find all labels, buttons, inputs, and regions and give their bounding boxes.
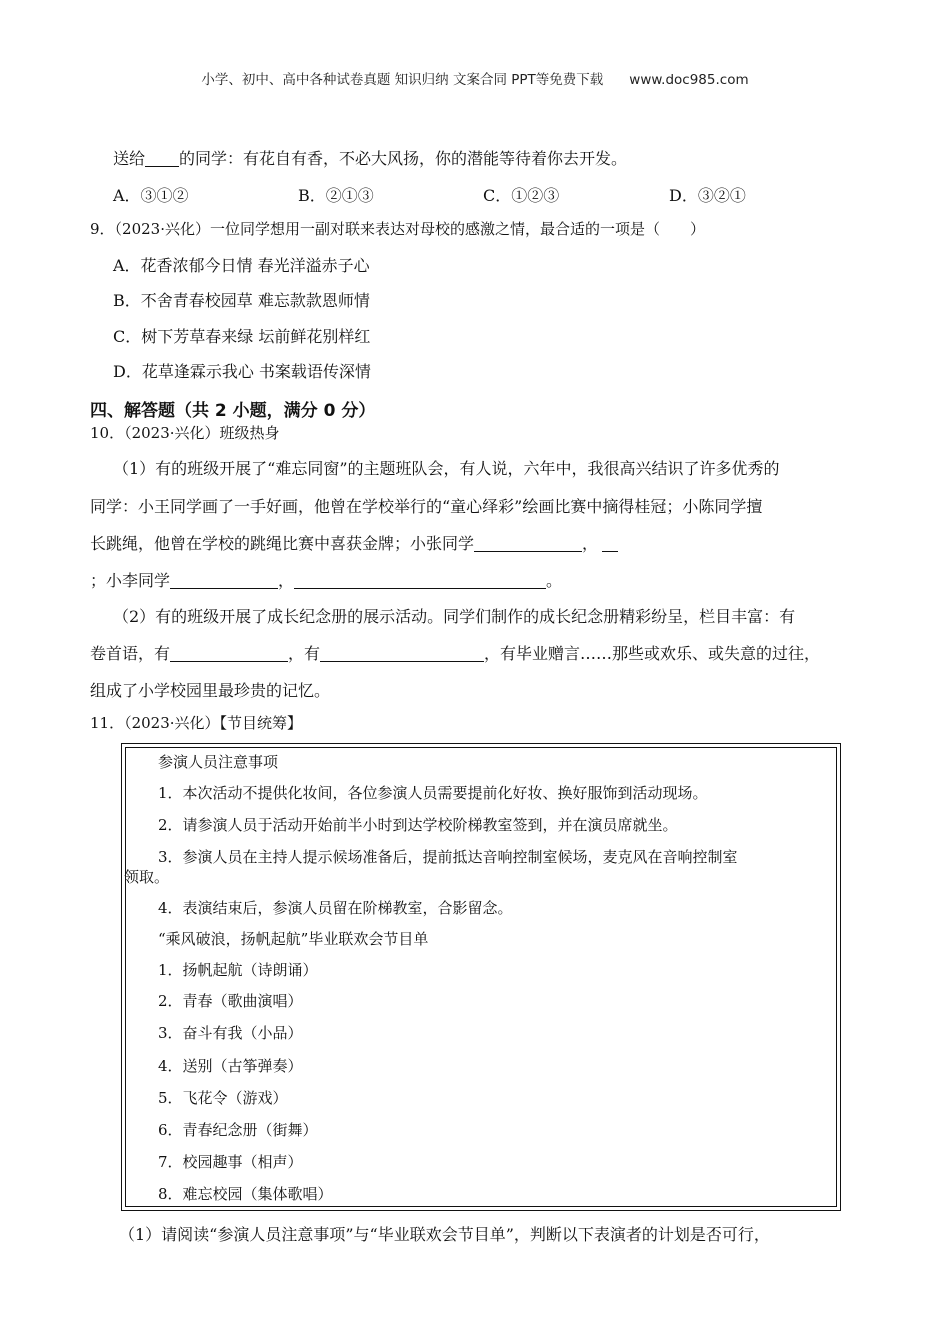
page-header [0, 68, 950, 88]
program-item-7: 7．校园趣事（相声） [158, 1153, 303, 1171]
q8-line [113, 146, 627, 169]
q9-stem: 9．（2023·兴化）一位同学想用一副对联来表达对母校的感激之情，最合适的一项是（ ） [90, 220, 705, 238]
q10-p1-line3 [90, 531, 618, 554]
q10-blank-column-1[interactable] [170, 645, 288, 662]
q8-option-c[interactable]: C．①②③ [483, 186, 560, 205]
q10-blank-li-2[interactable] [294, 572, 546, 589]
section-4-title: 四、解答题（共 2 小题，满分 0 分） [90, 401, 376, 421]
program-item-8: 8．难忘校园（集体歌唱） [158, 1185, 333, 1203]
q10-p2-line1: （2）有的班级开展了成长纪念册的展示活动。同学们制作的成长纪念册精彩纷呈，栏目丰富：有 [113, 607, 796, 626]
notice-item-4: 4．表演结束后，参演人员留在阶梯教室，合影留念。 [158, 899, 513, 917]
notice-title: 参演人员注意事项 [158, 753, 279, 771]
q10-p2-you: ，有 [288, 644, 321, 663]
q10-stem: 10．（2023·兴化）班级热身 [90, 424, 280, 442]
q10-blank-zhang[interactable] [474, 535, 582, 552]
q9-option-a[interactable]: A．花香浓郁今日情 春光洋溢赤子心 [113, 256, 370, 275]
q10-p2-line3: 组成了小学校园里最珍贵的记忆。 [90, 681, 331, 700]
q9-option-d[interactable]: D．花草逢霖示我心 书案载语传深情 [113, 362, 371, 381]
q8-option-d[interactable]: D．③②① [669, 186, 746, 205]
q10-period: 。 [546, 571, 563, 590]
program-item-6: 6．青春纪念册（街舞） [158, 1121, 318, 1139]
q8-line-pre: 送给 [113, 149, 146, 168]
q10-blank-li-1[interactable] [170, 572, 278, 589]
q10-comma: ， [582, 534, 599, 553]
q8-option-b[interactable]: B．②①③ [298, 186, 374, 205]
q9-option-c[interactable]: C．树下芳草春来绿 坛前鲜花别样红 [113, 327, 371, 346]
header-site-link[interactable]: www.doc985.com [629, 72, 749, 88]
notice-item-2: 2．请参演人员于活动开始前半小时到达学校阶梯教室签到，并在演员席就坐。 [158, 816, 678, 834]
q10-blank-zhang-cont[interactable] [602, 535, 618, 552]
q10-p1-line2: 同学：小王同学画了一手好画，他曾在学校举行的“童心绎彩”绘画比赛中摘得桂冠；小陈同学擅 [90, 497, 763, 516]
q10-p1-line1: （1）有的班级开展了“难忘同窗”的主题班队会，有人说，六年中，我很高兴结识了许多优秀的 [113, 459, 780, 478]
q8-blank[interactable] [145, 150, 179, 167]
q11-sub1: （1）请阅读“参演人员注意事项”与“毕业联欢会节目单”，判断以下表演者的计划是否可行， [119, 1225, 770, 1244]
notice-item-3-cont: 领取。 [124, 868, 170, 886]
q10-p2-line2-text: 卷首语，有 [90, 644, 171, 663]
q11-stem: 11．（2023·兴化）【节目统筹】 [90, 714, 303, 732]
program-item-3: 3．奋斗有我（小品） [158, 1024, 303, 1042]
q10-p2-line2 [90, 641, 820, 664]
q9-option-b[interactable]: B．不舍青春校园草 难忘款款恩师情 [113, 291, 370, 310]
q10-blank-column-2[interactable] [320, 645, 484, 662]
header-text: 小学、初中、高中各种试卷真题 知识归纳 文案合同 PPT等免费下载 [201, 72, 604, 88]
notice-item-3: 3．参演人员在主持人提示候场准备后，提前抵达音响控制室候场，麦克风在音响控制室 [158, 848, 738, 866]
q10-p1-line3-text: 长跳绳，他曾在学校的跳绳比赛中喜获金牌；小张同学 [90, 534, 475, 553]
q8-option-a[interactable]: A．③①② [113, 186, 189, 205]
q10-p1-line4-text: ；小李同学 [90, 571, 171, 590]
notice-item-1: 1．本次活动不提供化妆间，各位参演人员需要提前化好妆、换好服饰到活动现场。 [158, 784, 708, 802]
program-title: “乘风破浪，扬帆起航”毕业联欢会节目单 [158, 930, 429, 948]
program-item-1: 1．扬帆起航（诗朗诵） [158, 961, 318, 979]
q10-comma-2: ， [278, 571, 295, 590]
q10-p2-line2-end: ，有毕业赠言……那些或欢乐、或失意的过往， [484, 644, 821, 663]
program-item-5: 5．飞花令（游戏） [158, 1089, 288, 1107]
q10-p1-line4 [90, 568, 562, 591]
program-item-4: 4．送别（古筝弹奏） [158, 1057, 303, 1075]
q8-line-post: 的同学：有花自有香，不必大风扬，你的潜能等待着你去开发。 [179, 149, 628, 168]
program-item-2: 2．青春（歌曲演唱） [158, 992, 303, 1010]
